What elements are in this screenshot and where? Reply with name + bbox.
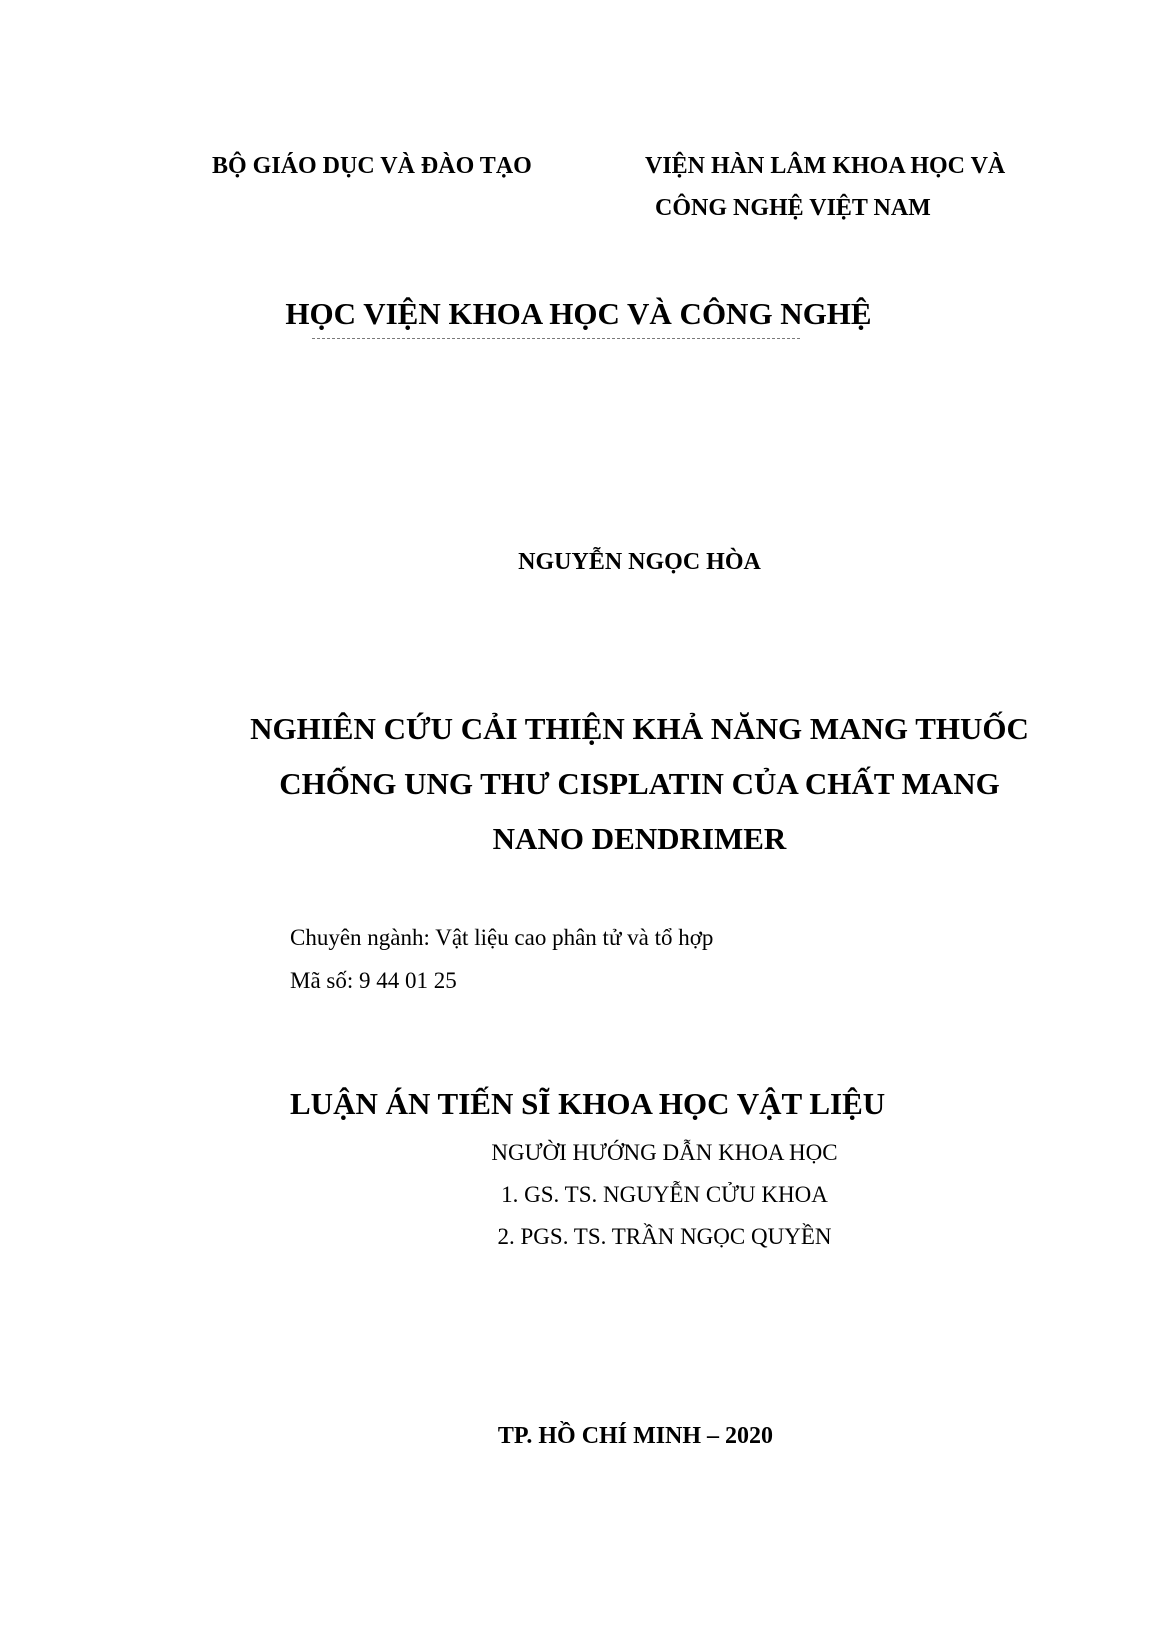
major-field: Chuyên ngành: Vật liệu cao phân tử và tổ hợp xyxy=(290,925,714,950)
institute-underline xyxy=(312,338,800,339)
thesis-title-line-3: NANO DENDRIMER xyxy=(492,821,787,856)
major-code: Mã số: 9 44 01 25 xyxy=(290,968,457,993)
degree-title: LUẬN ÁN TIẾN SĨ KHOA HỌC VẬT LIỆU xyxy=(290,1086,886,1121)
advisor-item: 1. GS. TS. NGUYỄN CỬU KHOA xyxy=(501,1182,828,1207)
advisors-heading: NGƯỜI HƯỚNG DẪN KHOA HỌC xyxy=(491,1140,838,1165)
place-and-year: TP. HỒ CHÍ MINH – 2020 xyxy=(497,1423,774,1449)
academy-name-line-2: CÔNG NGHỆ VIỆT NAM xyxy=(655,195,931,221)
advisor-item: 2. PGS. TS. TRẦN NGỌC QUYỀN xyxy=(497,1224,832,1249)
institute-name: HỌC VIỆN KHOA HỌC VÀ CÔNG NGHỆ xyxy=(285,296,872,331)
thesis-title-line-1: NGHIÊN CỨU CẢI THIỆN KHẢ NĂNG MANG THUỐC xyxy=(250,711,1029,746)
thesis-title-line-2: CHỐNG UNG THƯ CISPLATIN CỦA CHẤT MANG xyxy=(279,766,1000,801)
author-name: NGUYỄN NGỌC HÒA xyxy=(518,549,761,575)
academy-name-line-1: VIỆN HÀN LÂM KHOA HỌC VÀ xyxy=(645,153,1006,179)
ministry-name: BỘ GIÁO DỤC VÀ ĐÀO TẠO xyxy=(212,153,532,179)
